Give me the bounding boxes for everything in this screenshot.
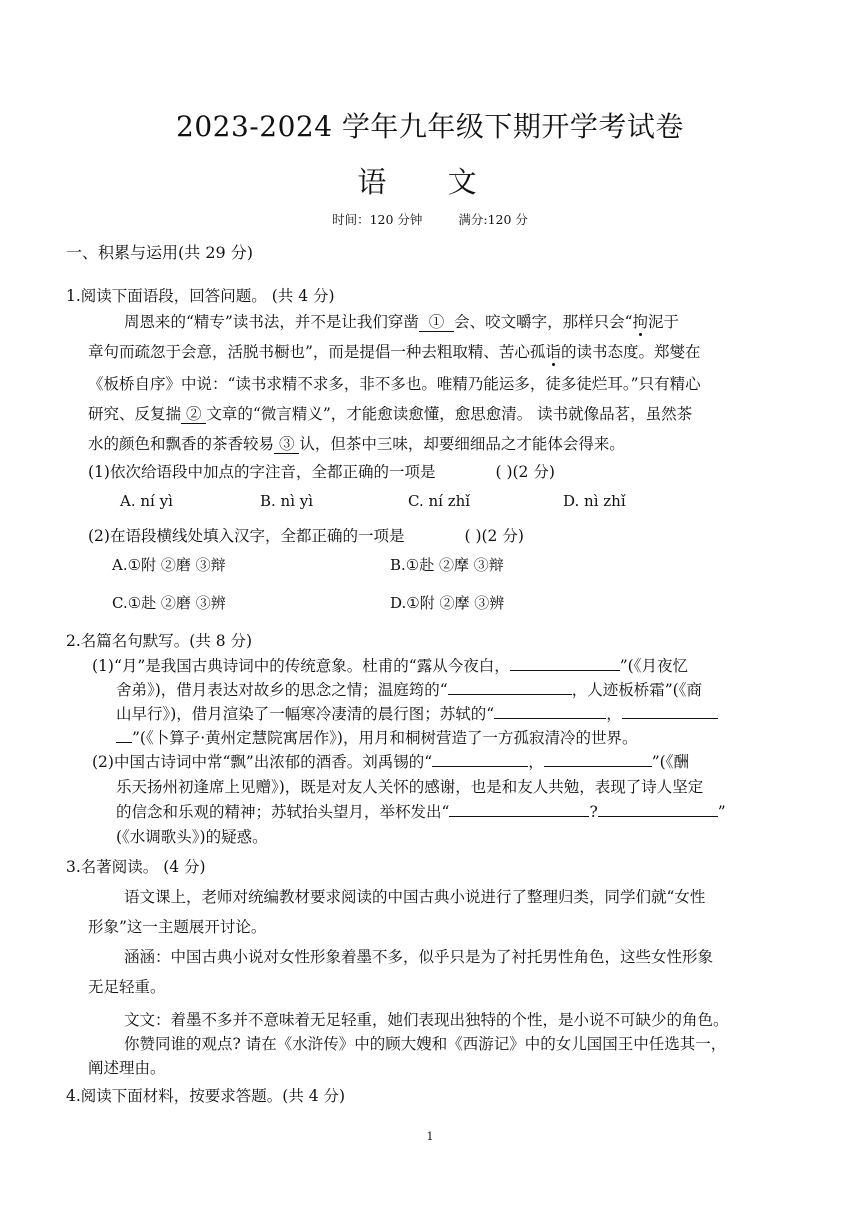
blank-1: ① <box>419 313 454 332</box>
answer-blank[interactable] <box>449 801 589 818</box>
answer-blank[interactable] <box>432 751 528 768</box>
q3-line: 你赞同谁的观点? 请在《水浒传》中的顾大嫂和《西游记》中的女儿国国王中任选其一， <box>124 1035 727 1053</box>
answer-blank[interactable] <box>116 727 132 744</box>
answer-blank[interactable] <box>510 655 620 672</box>
q2-line: (1)“月”是我国古典诗词中的传统意象。杜甫的“露从今夜白， ”(《月夜忆 <box>92 654 688 676</box>
dotted-char: 诣 <box>545 343 561 361</box>
q1-para-line: 周恩来的“精专”读书法，并不是让我们穿凿 ① 会、咬文嚼字，那样只会“拘泥于 <box>124 313 680 331</box>
q3-line: 语文课上，老师对统编教材要求阅读的中国古典小说进行了整理归类，同学们就“女性 <box>124 888 706 906</box>
q3-line: 形象”这一主题展开讨论。 <box>88 918 267 936</box>
q3-line: 文文：着墨不多并不意味着无足轻重，她们表现出独特的个性，是小说不可缺少的角色。 <box>124 1011 729 1029</box>
q1-sub1: (1)依次给语段中加点的字注音，全都正确的一项是 ( )(2 分) <box>88 463 555 481</box>
q1-para-line: 《板桥自序》中说：“读书求精不求多，非不多也。唯精乃能运多，徒多徒烂耳。”只有精心 <box>88 375 701 393</box>
answer-blank[interactable] <box>622 703 718 720</box>
page-number: 1 <box>426 1130 434 1143</box>
q1-para-line: 章句而疏忽于会意，活脱书橱也”，而是提倡一种去粗取精、苦心孤诣的读书态度。郑燮在 <box>88 343 701 361</box>
q2-line: 的信念和乐观的精神；苏轼抬头望月，举杯发出“ ? ” <box>116 800 726 822</box>
q3-line: 阐述理由。 <box>88 1059 166 1077</box>
exam-time: 时间：120 分钟 <box>332 212 423 227</box>
q1-heading: 1.阅读下面语段，回答问题。 (共 4 分) <box>66 287 335 305</box>
q1-para-line: 研究、反复揣 ② 文章的“微言精义”，才能愈读愈懂，愈思愈清。 读书就像品茗，虽然茶 <box>88 405 693 423</box>
q2-line: (《水调歌头》)的疑惑。 <box>116 828 268 846</box>
blank-2: ② <box>181 405 206 424</box>
q1-para-line: 水的颜色和飘香的茶香较易 ③ 认，但茶中三味，却要细细品之才能体会得来。 <box>88 435 625 453</box>
q1-sub2-option-d[interactable]: D.①附 ②摩 ③辨 <box>390 594 505 612</box>
q2-line: 山早行》)，借月渲染了一幅寒冷凄清的晨行图；苏轼的“ ， <box>116 702 718 724</box>
q1-sub1-option-b[interactable]: B. nì yì <box>260 492 314 510</box>
exam-meta <box>0 210 860 228</box>
q2-line: 乐天扬州初逢席上见赠》)，既是对友人关怀的感谢，也是和友人共勉，表现了诗人坚定 <box>116 778 704 796</box>
q3-line: 涵涵：中国古典小说对女性形象着墨不多，似乎只是为了衬托男性角色，这些女性形象 <box>124 948 714 966</box>
q3-line: 无足轻重。 <box>88 978 166 996</box>
q2-heading: 2.名篇名句默写。(共 8 分) <box>66 632 253 650</box>
q1-sub1-option-d[interactable]: D. nì zhǐ <box>563 492 626 510</box>
subject-title: 语 文 <box>357 165 503 199</box>
blank-3: ③ <box>274 435 299 454</box>
answer-blank[interactable] <box>598 801 718 818</box>
q3-heading: 3.名著阅读。 (4 分) <box>66 858 206 876</box>
q2-line: ”(《卜算子·黄州定慧院寓居作》)，用月和桐树营造了一方孤寂清冷的世界。 <box>116 726 637 748</box>
q1-sub1-option-a[interactable]: A. ní yì <box>120 492 173 510</box>
q1-sub2-option-c[interactable]: C.①赴 ②磨 ③辨 <box>112 594 226 612</box>
dotted-char: 拘 <box>632 313 649 331</box>
exam-score: 满分:120 分 <box>458 212 528 227</box>
exam-title: 2023-2024 学年九年级下期开学考试卷 <box>176 110 684 143</box>
q4-heading: 4.阅读下面材料，按要求答题。(共 4 分) <box>66 1087 346 1105</box>
q2-line: (2)中国古诗词中常“飘”出浓郁的酒香。刘禹锡的“ ， ”(《酬 <box>92 750 689 772</box>
q1-sub2: (2)在语段横线处填入汉字，全都正确的一项是 ( )(2 分) <box>88 527 524 545</box>
q2-line: 舍弟》)，借月表达对故乡的思念之情；温庭筠的“ ，人迹板桥霜”(《商 <box>116 678 702 700</box>
answer-blank[interactable] <box>544 751 652 768</box>
section-heading: 一、积累与运用(共 29 分) <box>66 243 254 262</box>
q1-sub2-option-a[interactable]: A.①附 ②磨 ③辩 <box>112 556 226 574</box>
q1-sub2-option-b[interactable]: B.①赴 ②摩 ③辩 <box>390 556 504 574</box>
answer-blank[interactable] <box>448 679 572 696</box>
q1-sub1-option-c[interactable]: C. ní zhǐ <box>408 492 471 510</box>
answer-blank[interactable] <box>494 703 606 720</box>
